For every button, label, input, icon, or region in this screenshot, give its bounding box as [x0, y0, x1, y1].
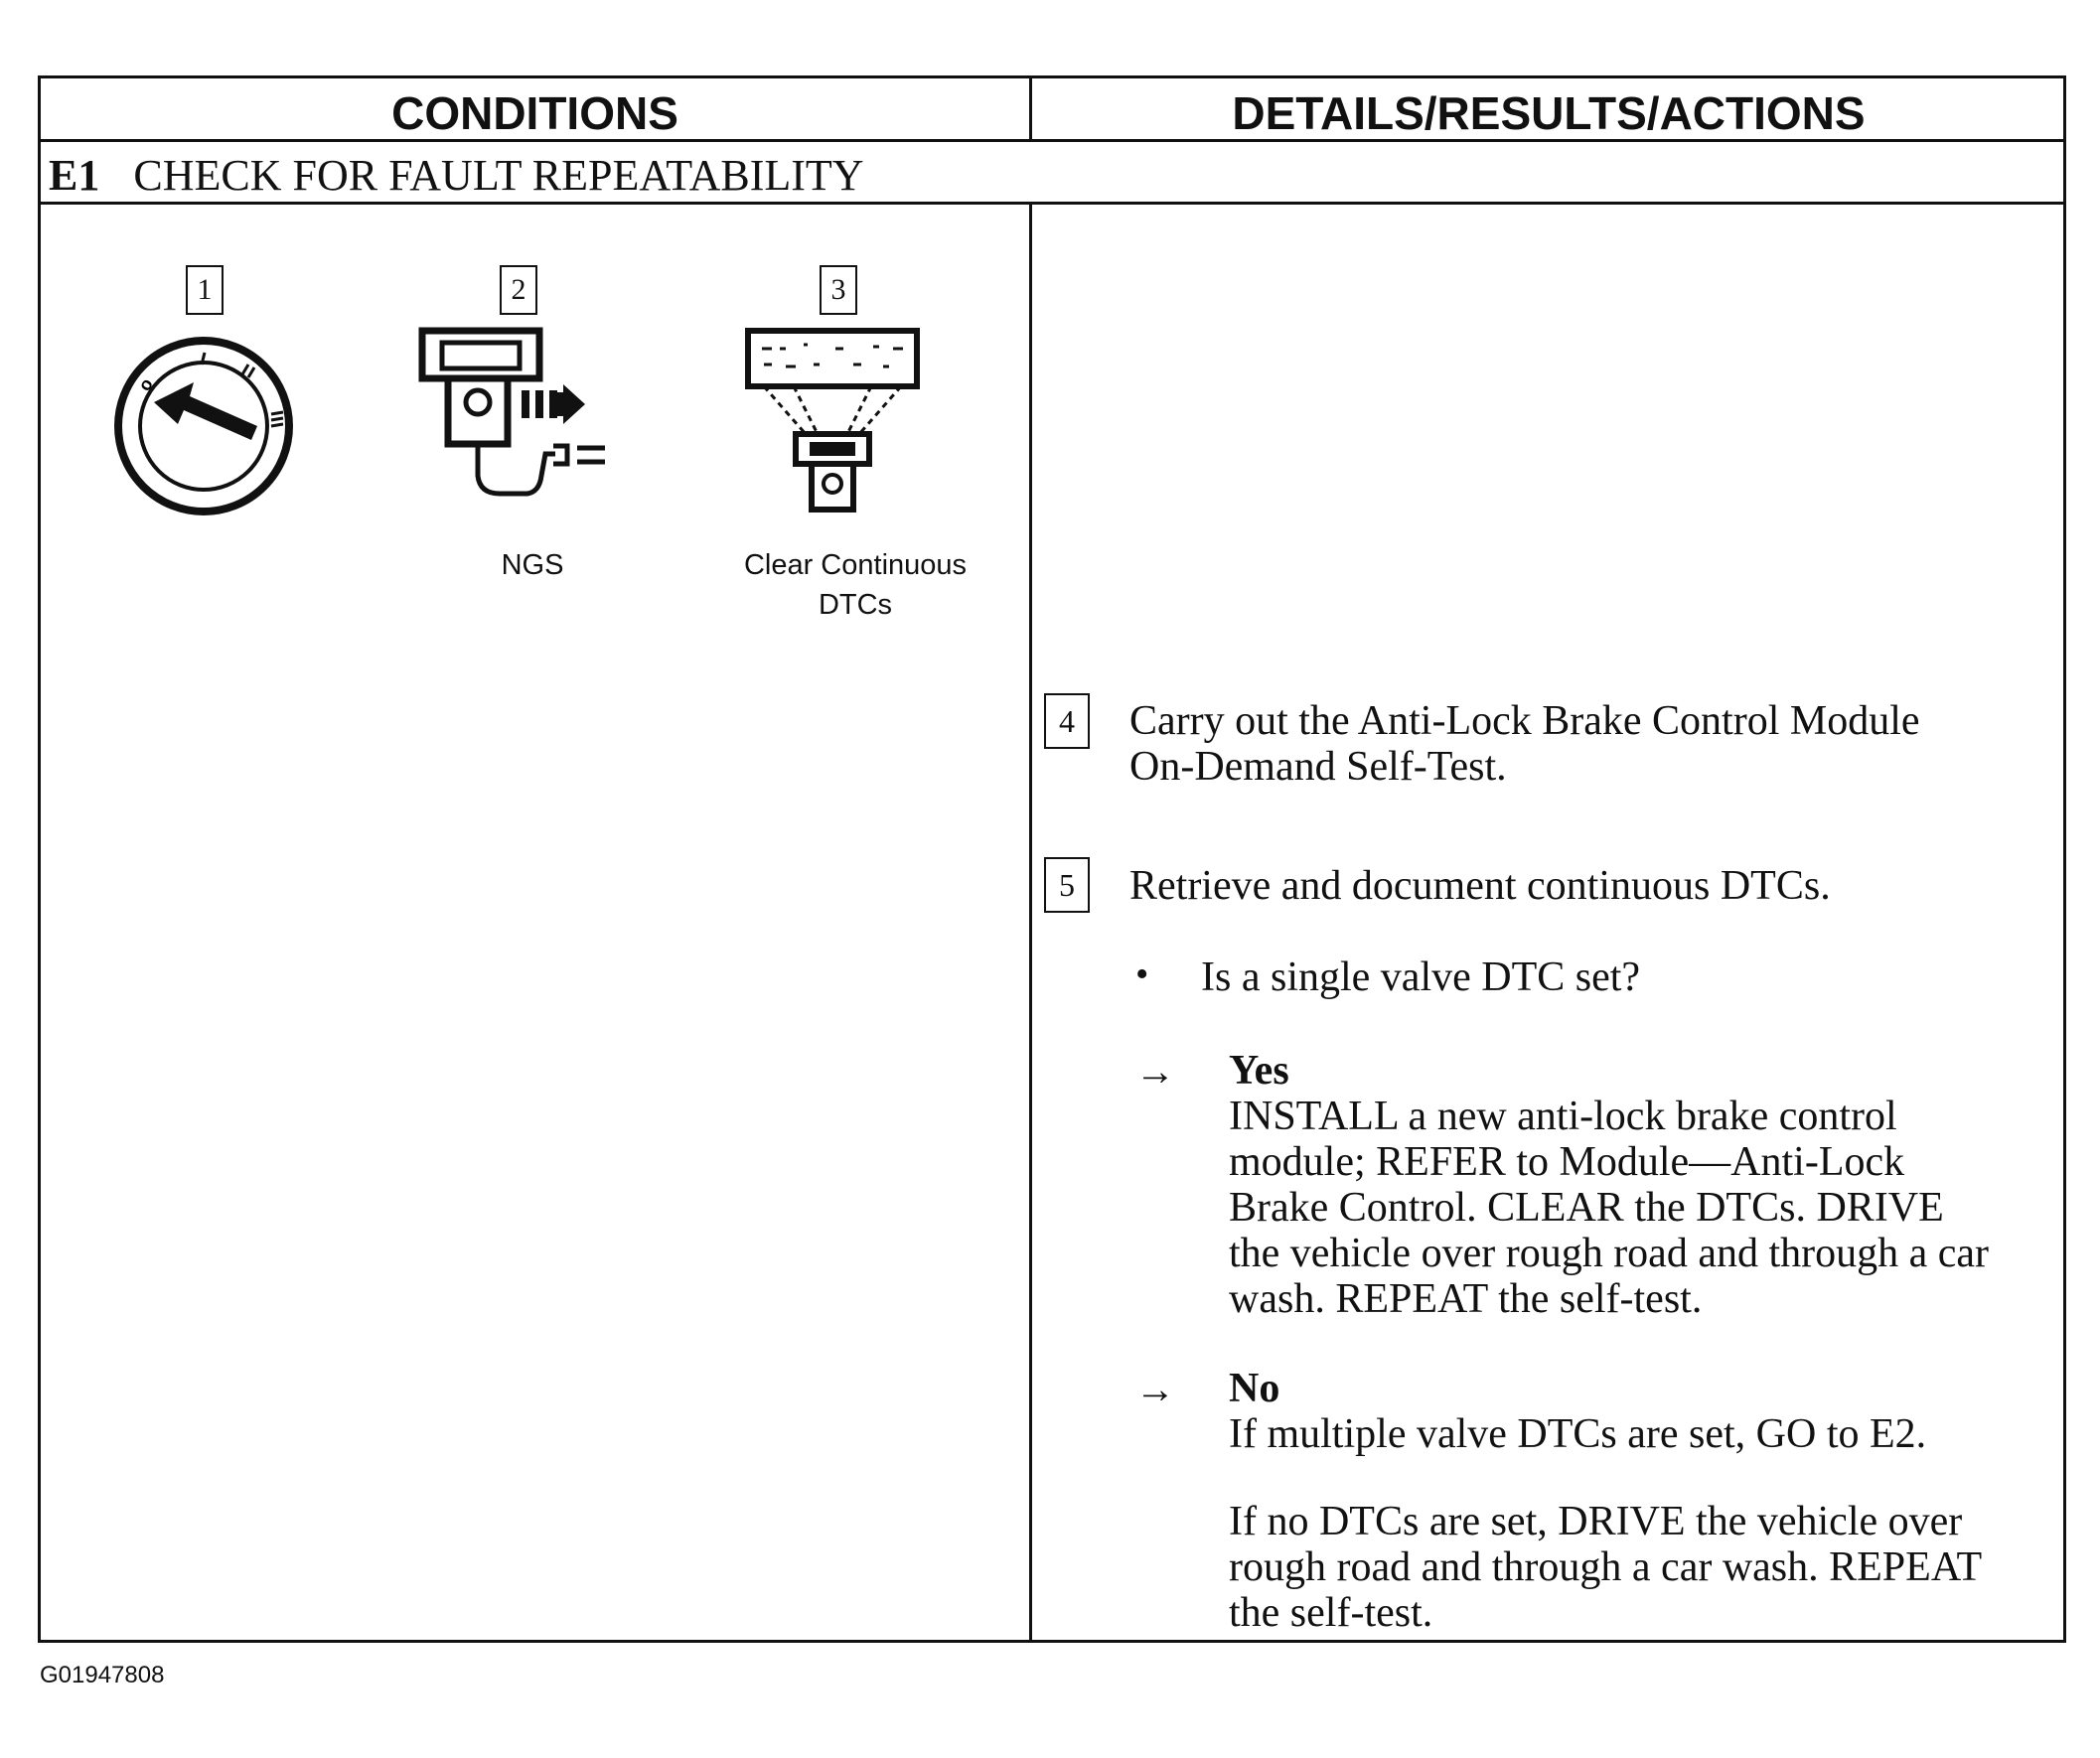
step-3-box: 3 — [820, 265, 857, 315]
no-dtcs-text — [1229, 1499, 1982, 1636]
no-dtcs-line: rough road and through a car wash. REPEAT — [1229, 1544, 1983, 1590]
svg-text:o: o — [134, 374, 157, 394]
section-code: E1 — [49, 151, 100, 200]
yes-line: INSTALL a new anti-lock brake control — [1229, 1094, 1897, 1139]
step-4-text — [1129, 698, 1920, 790]
question-bullet: • — [1135, 953, 1149, 995]
ignition-key-switch-icon — [112, 335, 295, 517]
conditions-header: CONDITIONS — [391, 87, 678, 139]
step-1-box: 1 — [186, 265, 224, 315]
yes-action-text — [1229, 1094, 1989, 1322]
section-divider — [41, 202, 2063, 205]
step-4-line2: On-Demand Self-Test. — [1129, 744, 1507, 790]
procedure-table — [38, 75, 2066, 1643]
step-2-box: 2 — [500, 265, 537, 315]
details-header: DETAILS/RESULTS/ACTIONS — [1232, 87, 1866, 139]
no-action-text: If multiple valve DTCs are set, GO to E2. — [1229, 1411, 1927, 1457]
clear-dtcs-caption-line2: DTCs — [818, 589, 893, 621]
column-divider — [1029, 204, 1032, 1640]
no-dtcs-line: the self-test. — [1229, 1590, 1433, 1636]
header-column-divider — [1029, 78, 1032, 141]
step-5-box: 5 — [1044, 857, 1090, 913]
section-title-row — [49, 150, 864, 201]
no-dtcs-line: If no DTCs are set, DRIVE the vehicle over — [1229, 1499, 1963, 1544]
clear-dtcs-caption — [716, 545, 994, 625]
no-label: No — [1229, 1366, 1280, 1411]
header-divider — [41, 139, 2063, 142]
figure-id: G01947808 — [40, 1662, 165, 1688]
yes-line: the vehicle over rough road and through a car — [1229, 1231, 1990, 1276]
section-title: CHECK FOR FAULT REPEATABILITY — [133, 151, 864, 200]
yes-line: Brake Control. CLEAR the DTCs. DRIVE — [1229, 1185, 1944, 1231]
step-4-line1: Carry out the Anti-Lock Brake Control Module — [1129, 698, 1920, 744]
yes-line: wash. REPEAT the self-test. — [1229, 1276, 1703, 1322]
clear-dtcs-caption-line1: Clear Continuous — [743, 549, 968, 581]
no-arrow-icon: → — [1135, 1367, 1175, 1411]
step-5-text: Retrieve and document continuous DTCs. — [1129, 863, 1831, 909]
yes-label: Yes — [1229, 1048, 1289, 1094]
ngs-caption: NGS — [501, 549, 564, 581]
yes-arrow-icon: → — [1135, 1049, 1175, 1094]
step-4-box: 4 — [1044, 693, 1090, 749]
clear-dtcs-scan-tool-icon — [744, 327, 933, 515]
question-text: Is a single valve DTC set? — [1201, 954, 1641, 1000]
yes-line: module; REFER to Module—Anti-Lock — [1229, 1139, 1905, 1185]
ngs-scan-tool-icon — [418, 327, 657, 525]
